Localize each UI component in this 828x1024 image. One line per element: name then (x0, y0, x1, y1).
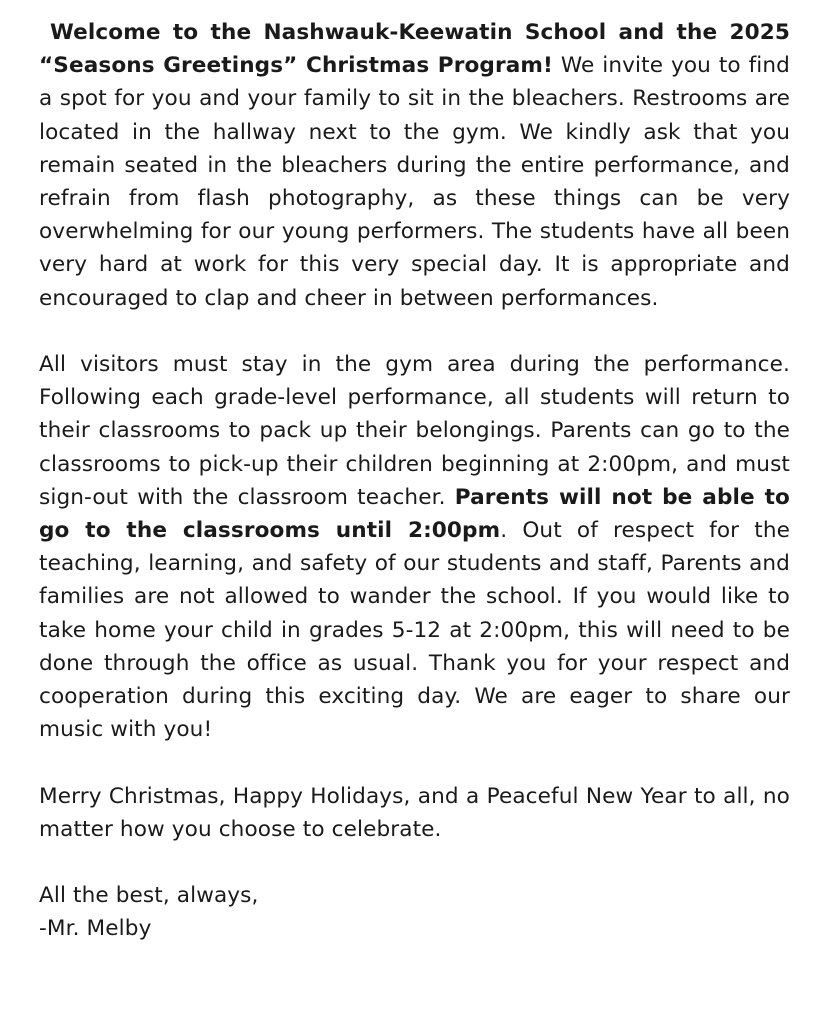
paragraph-gap (39, 746, 790, 779)
signature: -Mr. Melby (39, 916, 152, 942)
closing-line: All the best, always, (39, 883, 259, 909)
visitor-rules-text-a: All visitors must stay in the gym area during the performance. Following each grade-level performance, all students will return to their classrooms to pack up their belongings. Parents can go to the classrooms to pick-up their children beginning at 2:00pm, and must sign-out with the classroom teacher. (39, 352, 790, 510)
holiday-wishes-text: Merry Christmas, Happy Holidays, and a Peaceful New Year to all, no matter how you choose to celebrate. (39, 783, 790, 842)
signature-block (39, 879, 790, 945)
welcome-paragraph (39, 16, 790, 315)
welcome-heading: Welcome to the Nashwauk-Keewatin School and the 2025 “Seasons Greetings” Christmas Program! (39, 20, 790, 79)
paragraph-gap (39, 315, 790, 348)
visitor-rules-paragraph (39, 348, 790, 746)
pickup-time-notice: Parents will not be able to go to the classrooms until 2:00pm (39, 484, 790, 544)
visitor-rules-text-b: . Out of respect for the teaching, learning, and safety of our students and staff, Parents and families are not allowed to wander the school. If you would like to take home your child in grades 5-12 at 2:00pm, this will need to be done through the office as usual. Thank you for your respect and cooperation during this exciting day. We are eager to share our music with you! (39, 518, 791, 743)
welcome-body: We invite you to find a spot for you and your family to sit in the bleachers. Restrooms are located in the hallway next to the gym. We kindly ask that you remain seated in the bleachers during the entire performance, and refrain from flash photography, as these things can be very overwhelming for our young performers. The students have all been very hard at work for this very special day. It is appropriate and encouraged to clap and cheer in between performances. (39, 53, 790, 311)
paragraph-gap (39, 846, 790, 879)
holiday-wishes-paragraph (39, 780, 790, 846)
letter (39, 16, 790, 946)
